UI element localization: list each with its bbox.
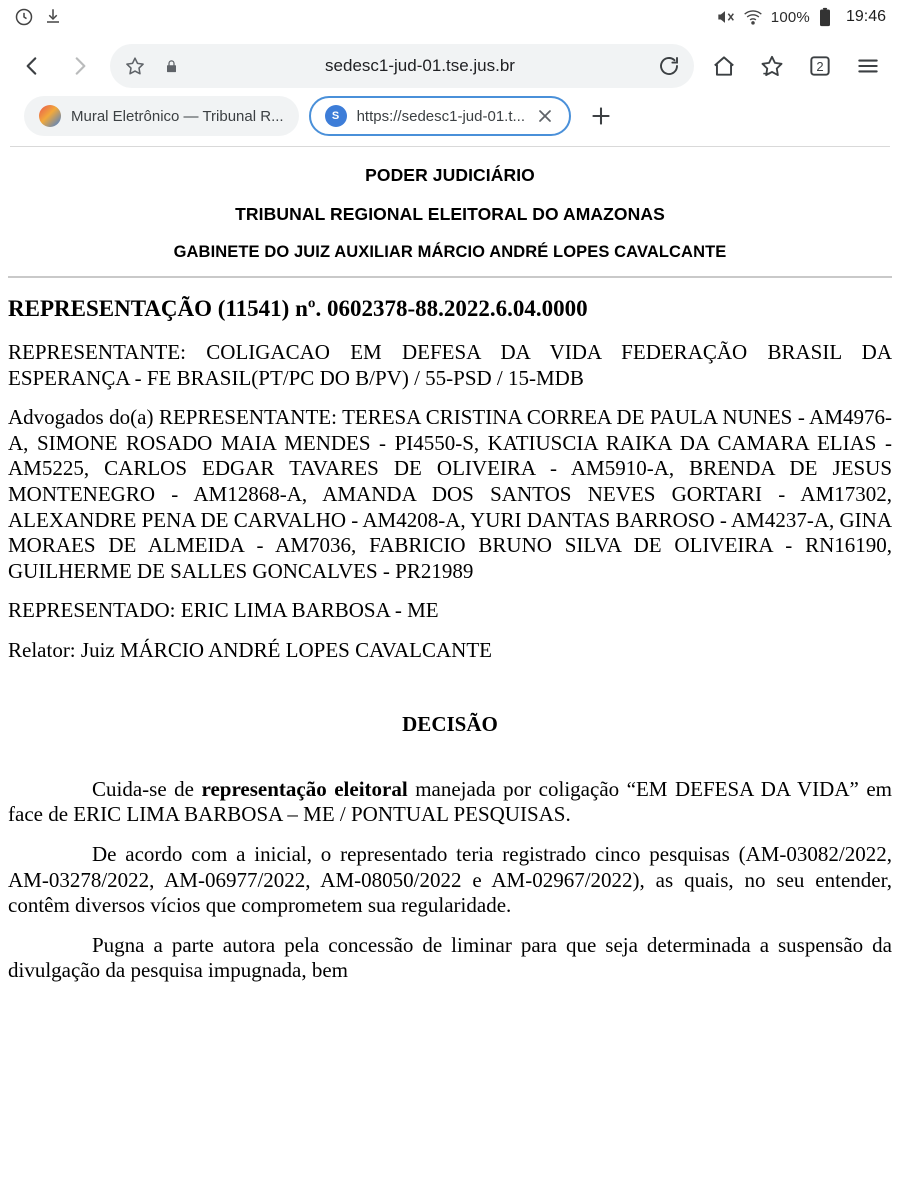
wifi-icon [743,7,763,27]
decision-p1-post: manejada por coligação “EM DEFESA DA VIDA” em face de ERIC LIMA BARBOSA – ME / PONTUAL PESQUISAS. [8,776,892,827]
home-button[interactable] [702,44,746,88]
decision-p1-bold: representação eleitoral [201,776,408,801]
representado-paragraph: REPRESENTADO: ERIC LIMA BARBOSA - ME [8,598,439,623]
advogados-paragraph: Advogados do(a) REPRESENTANTE: TERESA CRISTINA CORREA DE PAULA NUNES - AM4976-A, SIMONE ROSADO MAIA MENDES - PI4550-S, KATIUSCIA RAIKA DA CAMARA ELIAS - AM5225, CARLOS EDGAR TAVARES DE OLIVEIRA - AM5910-A, BRENDA DE JESUS MONTENEGRO - AM12868-A, AMANDA DOS SANTOS NEVES GORTARI - AM17302, ALEXANDRE PENA DE CARVALHO - AM4208-A, YURI DANTAS BARROSO - AM4237-A, GINA MORAES DE ALMEIDA - AM7036, FABRICIO BRUNO SILVA DE OLIVEIRA - RN16190, GUILHERME DE SALLES GONCALVES - PR21989 [8,405,892,583]
battery-icon [818,7,838,27]
tab-count-label: 2 [816,58,824,74]
tab-strip [10,94,890,146]
mute-icon [715,7,735,27]
tab-sedesc1-jud-01[interactable] [309,96,571,136]
navigation-bar [10,38,890,94]
status-bar [0,0,900,34]
tab-counter-button[interactable] [798,44,842,88]
case-title: REPRESENTAÇÃO (11541) nº. 0602378-88.2022.6.04.0000 [8,296,588,321]
forward-button[interactable] [58,44,102,88]
header-divider [8,276,892,278]
close-icon[interactable] [535,106,555,126]
bookmark-star-icon[interactable] [122,53,148,79]
relator-paragraph: Relator: Juiz MÁRCIO ANDRÉ LOPES CAVALCANTE [8,638,492,663]
status-bar-right [715,7,886,27]
lock-icon [158,53,184,79]
new-tab-button[interactable] [581,96,621,136]
tab-title: Mural Eletrônico — Tribunal R... [71,107,284,125]
s-favicon-icon: S [325,105,347,127]
url-bar[interactable] [110,44,694,88]
tab-mural-eletronico[interactable] [24,96,299,136]
doc-header-line-3: GABINETE DO JUIZ AUXILIAR MÁRCIO ANDRÉ LOPES CAVALCANTE [173,243,727,261]
url-text[interactable]: sedesc1-jud-01.tse.jus.br [325,56,515,75]
browser-chrome [0,34,900,147]
representante-paragraph: REPRESENTANTE: COLIGACAO EM DEFESA DA VIDA FEDERAÇÃO BRASIL DA ESPERANÇA - FE BRASIL(PT/PC DO B/PV) / 55-PSD / 15-MDB [8,340,892,390]
status-bar-left [14,7,64,27]
menu-button[interactable] [846,44,890,88]
decision-paragraph-2: De acordo com a inicial, o representado teria registrado cinco pesquisas (AM-03082/2022, AM-03278/2022, AM-06977/2022, AM-08050/2022 e AM-02967/2022), as quais, no seu entender, contêm diversos vícios que comprometem sua regularidade. [8,841,892,918]
clock-icon [14,7,34,27]
globe-favicon-icon [39,105,61,127]
decision-p1-pre: Cuida-se de [92,776,202,801]
battery-percent: 100% [770,8,810,26]
decision-paragraph-3: Pugna a parte autora pela concessão de liminar para que seja determinada a suspensão da divulgação da pesquisa impugnada, bem [8,932,892,983]
download-icon [44,7,64,27]
reload-icon[interactable] [656,53,682,79]
bookmarks-button[interactable] [750,44,794,88]
document-page [0,147,900,984]
status-bar-clock: 19:46 [845,8,886,25]
back-button[interactable] [10,44,54,88]
decision-paragraph-1 [6,777,894,828]
doc-header-line-1: PODER JUDICIÁRIO [365,165,535,185]
doc-header-line-2: TRIBUNAL REGIONAL ELEITORAL DO AMAZONAS [235,204,665,224]
tab-title: https://sedesc1-jud-01.t... [356,107,525,125]
decision-heading: DECISÃO [402,711,498,736]
